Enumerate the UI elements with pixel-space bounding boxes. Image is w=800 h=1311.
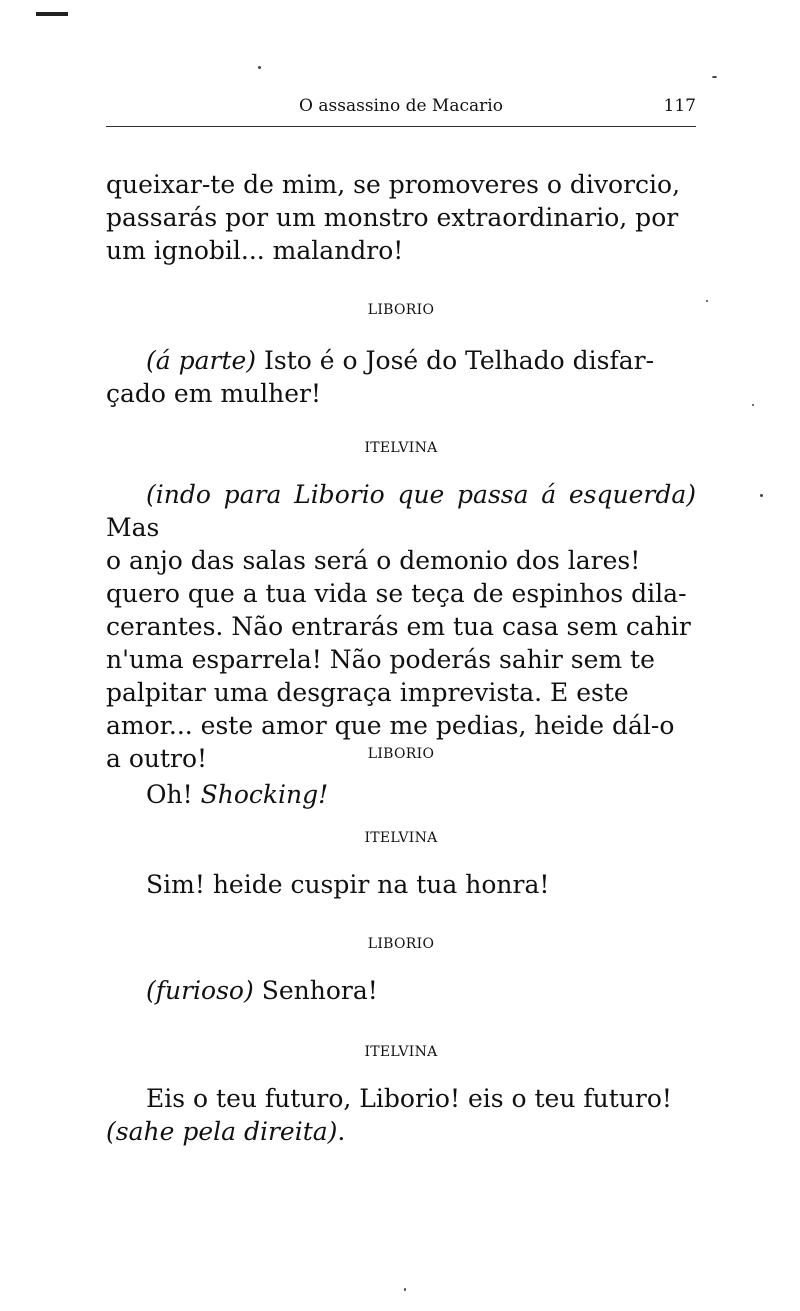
paragraph [106,168,696,267]
text-line: amor... este amor que me pedias, heide dál-o [106,711,675,740]
running-header [106,96,696,122]
text-line: quero que a tua vida se teça de espinhos dila- [106,579,687,608]
text-line: palpitar uma desgraça imprevista. E este [106,678,629,707]
speck [712,76,717,78]
dialogue-text: Oh! [146,780,201,809]
dialogue-text: Mas [106,513,160,542]
text-line: cerantes. Não entrarás em tua casa sem cahir [106,612,691,641]
paragraph [106,1082,696,1148]
speaker-name: LIBORIO [367,746,435,762]
speck [706,300,708,302]
text-line: queixar-te de mim, se promoveres o divorcio, [106,170,681,199]
text-line: um ignobil... malandro! [106,236,404,265]
speck [752,404,754,406]
text-line [106,974,696,1007]
text-line: n'uma esparrela! Não poderás sahir sem te [106,645,655,674]
text-line [106,778,696,811]
emphasis-text: Shocking! [200,780,329,809]
text-line [106,478,696,544]
speaker-name: ITELVINA [364,440,438,456]
paragraph [106,868,696,901]
text-line: o anjo das salas será o demonio dos lares! [106,546,641,575]
speaker-name: LIBORIO [367,936,435,952]
corner-mark [36,12,68,16]
running-title: O assassino de Macario [299,96,503,116]
text-line: a outro! [106,744,208,773]
speck [258,66,261,69]
paragraph [106,478,696,775]
speaker-name: ITELVINA [364,1044,438,1060]
text-line: Sim! heide cuspir na tua honra! [146,870,550,899]
speck [404,1288,406,1291]
dialogue-text: Isto é o José do Telhado disfar- [256,346,655,375]
dialogue-text: Senhora! [253,976,378,1005]
text-line: passarás por um monstro extraordinario, por [106,203,679,232]
paragraph [106,344,696,410]
speaker-name: LIBORIO [367,302,435,318]
stage-direction: (furioso) [146,976,254,1005]
paragraph [106,974,696,1007]
stage-direction: (á parte) [146,346,257,375]
text-line: çado em mulher! [106,379,322,408]
text-line [106,344,696,377]
header-rule [106,126,696,127]
stage-direction: (indo para Liborio que passa á esquerda) [146,480,696,509]
dialogue-text: . [337,1117,346,1146]
paragraph [106,778,696,811]
speaker-name: ITELVINA [364,830,438,846]
speck [760,494,763,497]
stage-direction: (sahe pela direita) [106,1117,338,1146]
text-line: Eis o teu futuro, Liborio! eis o teu futuro! [146,1084,672,1113]
text-line [106,1115,696,1148]
page-number: 117 [663,96,696,116]
